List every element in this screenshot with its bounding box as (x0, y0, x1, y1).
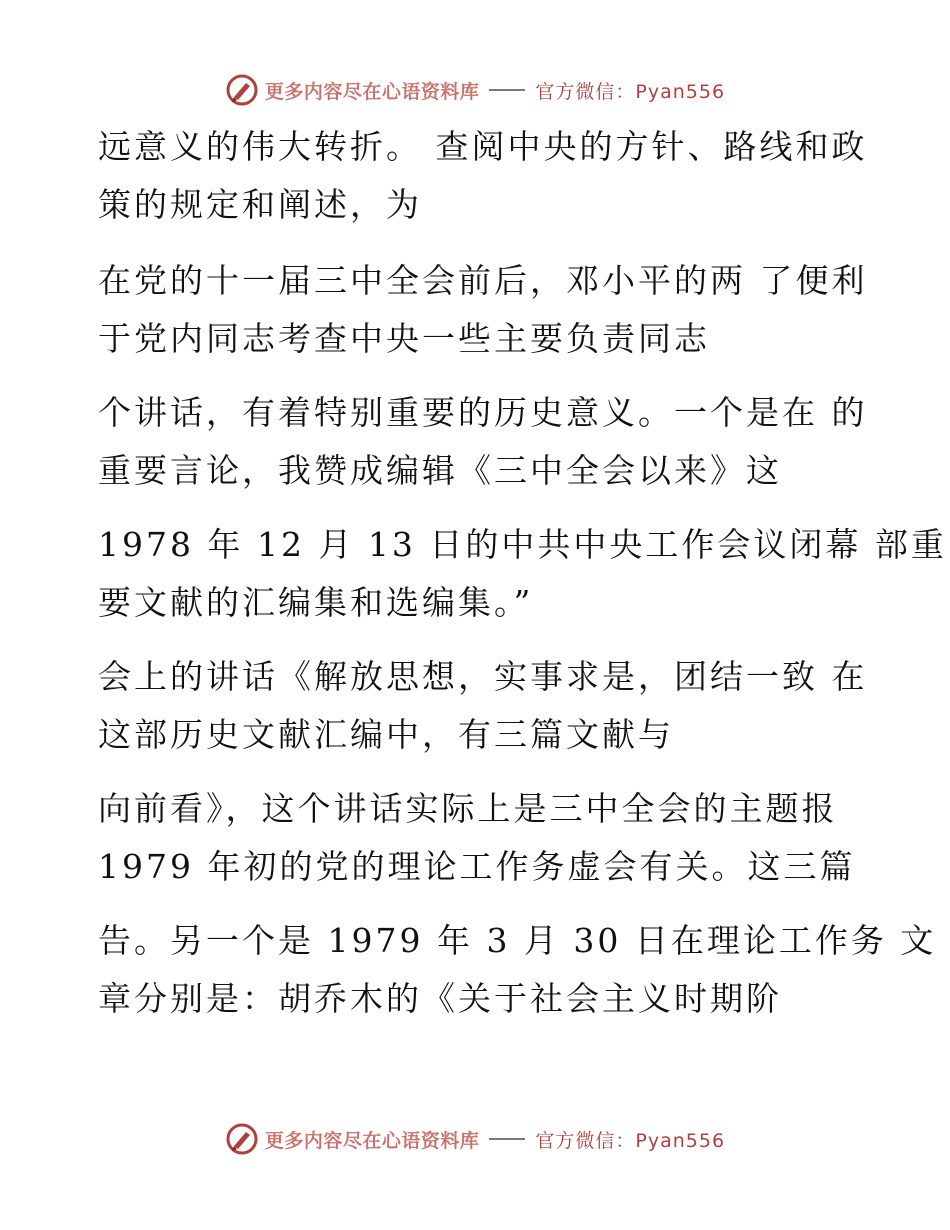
watermark-text: 更多内容尽在心语资料库 (264, 1129, 480, 1152)
watermark-separator (489, 1138, 525, 1140)
text-line: 1978 年 12 月 13 日的中共中央工作会议闭幕 部重 (98, 525, 947, 564)
pen-logo-icon (225, 1122, 259, 1156)
text-line: 个讲话，有着特别重要的历史意义。一个是在 的 (98, 393, 868, 432)
text-line: 章分别是：胡乔木的《关于社会主义时期阶 (98, 979, 782, 1018)
text-line: 策的规定和阐述，为 (98, 185, 422, 224)
watermark-text: 更多内容尽在心语资料库 (264, 80, 480, 103)
watermark-separator (489, 89, 525, 91)
pen-logo-icon (225, 73, 259, 107)
text-line: 告。另一个是 1979 年 3 月 30 日在理论工作务 文 (98, 921, 937, 960)
paragraph-6 (98, 780, 856, 896)
paragraph-2 (98, 252, 868, 368)
text-line: 这部历史文献汇编中，有三篇文献与 (98, 715, 674, 754)
watermark-wechat: 官方微信：Pyan556 (535, 1129, 726, 1152)
text-line: 向前看》，这个讲话实际上是三中全会的主题报 (98, 789, 838, 828)
watermark-row (225, 73, 725, 107)
paragraph-7 (98, 912, 937, 1028)
header-watermark (0, 70, 950, 110)
text-line: 会上的讲话《解放思想，实事求是，团结一致 在 (98, 657, 868, 696)
footer-watermark (0, 1119, 950, 1159)
paragraph-4 (98, 516, 947, 632)
text-line: 在党的十一届三中全会前后，邓小平的两 了便利 (98, 261, 868, 300)
text-line: 1979 年初的党的理论工作务虚会有关。这三篇 (98, 847, 856, 886)
paragraph-5 (98, 648, 868, 764)
paragraph-1 (98, 118, 868, 234)
text-line: 重要言论，我赞成编辑《三中全会以来》这 (98, 451, 782, 490)
text-line: 于党内同志考查中央一些主要负责同志 (98, 319, 710, 358)
watermark-row (225, 1122, 725, 1156)
text-line: 要文献的汇编集和选编集。” (98, 583, 534, 622)
paragraph-3 (98, 384, 868, 500)
watermark-wechat: 官方微信：Pyan556 (535, 80, 726, 103)
text-line: 远意义的伟大转折。 查阅中央的方针、路线和政 (98, 127, 868, 166)
